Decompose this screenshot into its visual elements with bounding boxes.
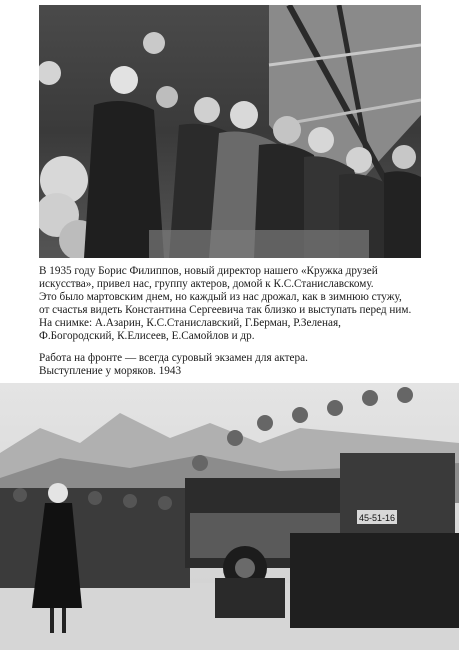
caption-stanislavsky-visit: В 1935 году Борис Филиппов, новый директор нашего «Кружка друзей искусства», привел нас, группу актеров, домой к К.С.Станиславскому. Это было мартовским днем, но каждый из нас дрожал, как в зимнюю стужу, от счастья видеть Константина Сергеевича так близко и выступать перед ним. На снимке: А.Азарин, К.С.Станиславский, Г.Берман, Р.Зеленая, Ф.Богородский, К.Елисеев, Е.Самойлов и др. <box>39 265 412 342</box>
truck-plate: 45-51-16 <box>358 513 396 523</box>
front-performance-image <box>0 383 459 650</box>
photo-group-portrait <box>39 5 421 258</box>
group-portrait-image <box>39 5 421 258</box>
caption-front-performance: Работа на фронте — всегда суровый экзамен для актера. Выступление у моряков. 1943 <box>39 352 308 377</box>
photo-front-performance <box>0 383 459 650</box>
